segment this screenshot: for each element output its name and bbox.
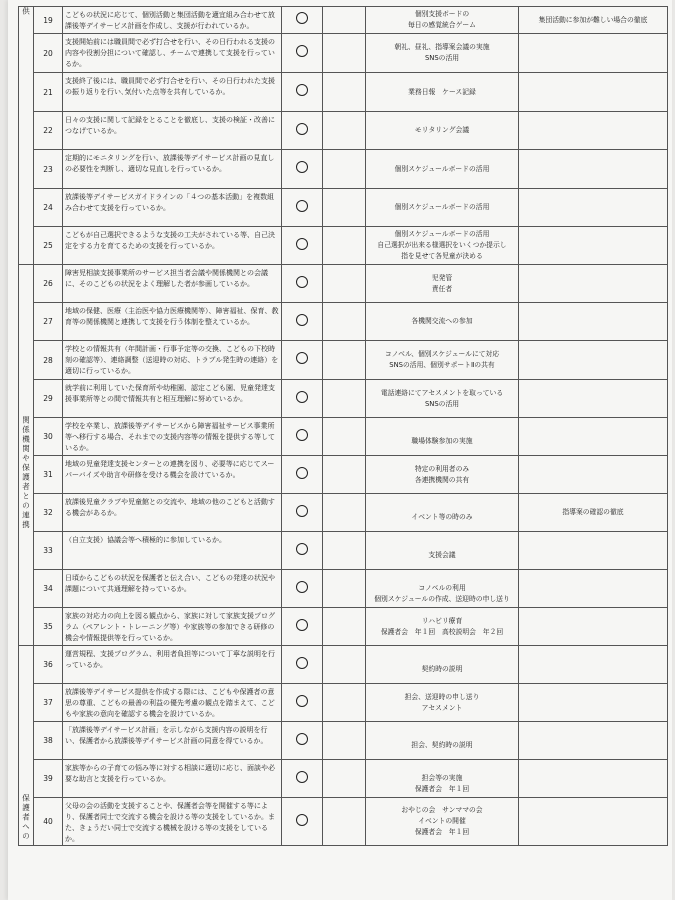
- not-done-cell: [323, 150, 366, 189]
- circle-mark-icon: [296, 45, 308, 57]
- table-row: [19, 608, 668, 646]
- improvement-note: [519, 456, 668, 494]
- effort-note: [366, 34, 519, 73]
- improvement-note: [519, 189, 668, 227]
- effort-note-text: 担会、送迎時の申し送り アセスメント: [404, 692, 480, 712]
- effort-note-text: 担会等の実施 保護者会 年１回: [414, 773, 470, 793]
- done-mark: [282, 760, 323, 798]
- item-description: 父母の会の活動を支援することや、保護者会等を開催する等により、保護者同士で交流する機会を設ける等の支援をしているか。また、きょうだい同士で交流する機械を設ける等の支援をしているか。: [63, 798, 282, 846]
- item-description: 家族等からの子育ての悩み等に対する相談に適切に応じ、面談や必要な助言と支援を行っているか。: [63, 760, 282, 798]
- not-done-cell: [323, 760, 366, 798]
- category-cell: [19, 646, 34, 846]
- effort-note-text: 個別スケジュールボードの活用: [394, 203, 490, 211]
- not-done-cell: [323, 684, 366, 722]
- table-row: [19, 34, 668, 73]
- table-row: [19, 150, 668, 189]
- circle-mark-icon: [296, 695, 308, 707]
- table-row: [19, 684, 668, 722]
- done-mark: [282, 798, 323, 846]
- done-mark: [282, 303, 323, 341]
- item-number: 29: [34, 380, 63, 418]
- circle-mark-icon: [296, 314, 308, 326]
- not-done-cell: [323, 189, 366, 227]
- circle-mark-icon: [296, 84, 308, 96]
- done-mark: [282, 608, 323, 646]
- done-mark: [282, 684, 323, 722]
- improvement-note: [519, 112, 668, 150]
- table-row: [19, 265, 668, 303]
- item-description: 地域の保健、医療（主治医や協力医療機関等）、障害福祉、保育、教育等の関係機関と連携して支援を行う体制を整えているか。: [63, 303, 282, 341]
- item-description: 日頃からこどもの状況を保護者と伝え合い、こどもの発達の状況や課題について共通理解を持っているか。: [63, 570, 282, 608]
- not-done-cell: [323, 722, 366, 760]
- improvement-note: [519, 34, 668, 73]
- circle-mark-icon: [296, 543, 308, 555]
- not-done-cell: [323, 418, 366, 456]
- effort-note: [366, 150, 519, 189]
- item-number: 35: [34, 608, 63, 646]
- table-row: [19, 646, 668, 684]
- done-mark: [282, 227, 323, 265]
- not-done-cell: [323, 646, 366, 684]
- table-row: [19, 189, 668, 227]
- item-description: 日々の支援に関して記録をとることを徹底し、支援の検証・改善につなげているか。: [63, 112, 282, 150]
- item-number: 26: [34, 265, 63, 303]
- effort-note: [366, 380, 519, 418]
- done-mark: [282, 418, 323, 456]
- effort-note-text: 朝礼、昼礼、指導案会議の実施 SNSの活用: [394, 43, 490, 62]
- not-done-cell: [323, 532, 366, 570]
- improvement-note: [519, 341, 668, 380]
- done-mark: [282, 189, 323, 227]
- item-number: 34: [34, 570, 63, 608]
- effort-note-text: 児発管 責任者: [431, 273, 453, 293]
- circle-mark-icon: [296, 123, 308, 135]
- item-number: 30: [34, 418, 63, 456]
- effort-note-text: 特定の利用者のみ 各連携機関の共有: [414, 464, 470, 484]
- item-number: 39: [34, 760, 63, 798]
- item-description: 放課後等デイサービスガイドラインの「４つの基本活動」を複数組み合わせて支援を行っているか。: [63, 189, 282, 227]
- not-done-cell: [323, 570, 366, 608]
- effort-note-text: モリタリング会議: [414, 126, 470, 134]
- done-mark: [282, 646, 323, 684]
- effort-note-text: 電話連絡にてアセスメントを取っている SNSの活用: [380, 388, 504, 408]
- circle-mark-icon: [296, 814, 308, 826]
- improvement-note: [519, 684, 668, 722]
- table-row: [19, 494, 668, 532]
- effort-note-text: おやじの会 サンママの会 イベントの開催 保護者会 年１回: [401, 806, 483, 836]
- item-number: 33: [34, 532, 63, 570]
- effort-note-text: コノベルの利用 個別スケジュールの作成、送迎時の申し送り: [374, 583, 510, 603]
- improvement-note: [519, 494, 668, 532]
- category-label: 関係機関や保護者との連携: [21, 416, 31, 530]
- item-number: 20: [34, 34, 63, 73]
- item-number: 37: [34, 684, 63, 722]
- effort-note: [366, 798, 519, 846]
- item-description: 学校との情報共有（年間計画・行事予定等の交換、こどもの下校時刻の確認等）、連絡調整（送迎時の対応、トラブル発生時の連絡）を適切に行っているか。: [63, 341, 282, 380]
- circle-mark-icon: [296, 771, 308, 783]
- circle-mark-icon: [296, 619, 308, 631]
- item-description: こどもが自己選択できるような支援の工夫がされている等、自己決定をする力を育てるための支援を行っているか。: [63, 227, 282, 265]
- effort-note: [366, 303, 519, 341]
- circle-mark-icon: [296, 161, 308, 173]
- effort-note: [366, 608, 519, 646]
- circle-mark-icon: [296, 467, 308, 479]
- circle-mark-icon: [296, 505, 308, 517]
- table-row: [19, 303, 668, 341]
- effort-note-text: 職場体験参加の実施: [411, 437, 473, 445]
- not-done-cell: [323, 112, 366, 150]
- circle-mark-icon: [296, 238, 308, 250]
- category-label: 保護者への: [21, 793, 31, 841]
- item-number: 19: [34, 7, 63, 34]
- table-row: [19, 760, 668, 798]
- effort-note: [366, 570, 519, 608]
- improvement-note-text: 集団活動に参加が難しい場合の徹底: [538, 15, 648, 24]
- table-row: [19, 7, 668, 34]
- table-row: [19, 227, 668, 265]
- table-row: [19, 532, 668, 570]
- item-number: 28: [34, 341, 63, 380]
- done-mark: [282, 341, 323, 380]
- circle-mark-icon: [296, 733, 308, 745]
- table-row: [19, 380, 668, 418]
- circle-mark-icon: [296, 352, 308, 364]
- effort-note: [366, 532, 519, 570]
- improvement-note-text: 指導案の確認の徹底: [562, 508, 624, 516]
- improvement-note: [519, 532, 668, 570]
- effort-note: [366, 7, 519, 34]
- item-description: （自立支援）協議会等へ積極的に参加しているか。: [63, 532, 282, 570]
- evaluation-table: [18, 6, 668, 846]
- table-row: [19, 73, 668, 112]
- table-row: [19, 570, 668, 608]
- not-done-cell: [323, 380, 366, 418]
- item-description: こどもの状況に応じて、個別活動と集団活動を適宜組み合わせて放課後等デイサービス計画を作成し、支援が行われているか。: [63, 7, 282, 34]
- effort-note-text: 業務日報 ケース記録: [408, 87, 476, 96]
- done-mark: [282, 494, 323, 532]
- improvement-note: [519, 303, 668, 341]
- effort-note: [366, 112, 519, 150]
- effort-note: [366, 418, 519, 456]
- effort-note-text: イベント等の時のみ: [411, 513, 473, 521]
- item-description: 「放課後等デイサービス計画」を示しながら支援内容の説明を行い、保護者から放課後等デイサービス計画の同意を得ているか。: [63, 722, 282, 760]
- effort-note: [366, 494, 519, 532]
- improvement-note: [519, 380, 668, 418]
- circle-mark-icon: [296, 657, 308, 669]
- not-done-cell: [323, 341, 366, 380]
- item-number: 24: [34, 189, 63, 227]
- item-number: 22: [34, 112, 63, 150]
- item-description: 障害児相談支援事業所のサービス担当者会議や関係機関との会議に、そのこどもの状況をよく理解した者が参画しているか。: [63, 265, 282, 303]
- effort-note-text: コノベル、個別スケジュールにて対応 SNSの活用、個別サポートⅡの共有: [384, 350, 500, 369]
- not-done-cell: [323, 798, 366, 846]
- improvement-note: [519, 798, 668, 846]
- improvement-note: [519, 418, 668, 456]
- item-number: 21: [34, 73, 63, 112]
- item-number: 40: [34, 798, 63, 846]
- done-mark: [282, 456, 323, 494]
- done-mark: [282, 380, 323, 418]
- done-mark: [282, 7, 323, 34]
- item-description: 支援終了後には、職員間で必ず打合せを行い、その日行われた支援の振り返りを行い､気付いた点等を共有しているか。: [63, 73, 282, 112]
- table-row: [19, 112, 668, 150]
- item-number: 38: [34, 722, 63, 760]
- item-number: 23: [34, 150, 63, 189]
- not-done-cell: [323, 303, 366, 341]
- item-number: 27: [34, 303, 63, 341]
- item-number: 31: [34, 456, 63, 494]
- circle-mark-icon: [296, 200, 308, 212]
- not-done-cell: [323, 73, 366, 112]
- item-description: 地域の児童発達支援センターとの連携を図り、必要等に応じてスーパーバイズや助言や研修を受ける機会を設けているか。: [63, 456, 282, 494]
- item-number: 36: [34, 646, 63, 684]
- improvement-note: [519, 265, 668, 303]
- done-mark: [282, 532, 323, 570]
- circle-mark-icon: [296, 12, 308, 24]
- improvement-note: [519, 73, 668, 112]
- document-sheet: [8, 0, 672, 900]
- item-number: 32: [34, 494, 63, 532]
- table-row: [19, 798, 668, 846]
- table-row: [19, 341, 668, 380]
- done-mark: [282, 265, 323, 303]
- item-description: 放課後等デイサービス提供を作成する際には、こどもや保護者の意思の尊重、こどもの最善の利益の優先考慮の観点を踏まえて、こどもや家族の意向を確認する機会を設けているか。: [63, 684, 282, 722]
- item-description: 運営規程、支援プログラム、利用者負担等について丁寧な説明を行っているか。: [63, 646, 282, 684]
- effort-note-text: 支援会議: [428, 551, 456, 559]
- effort-note-text: 担会、契約時の説明: [411, 741, 473, 749]
- effort-note-text: 個別スケジュールボードの活用: [394, 164, 490, 173]
- item-description: 就学前に利用していた保育所や幼稚園、認定こども園、児童発達支援事業所等との間で情報共有と相互理解に努めているか。: [63, 380, 282, 418]
- item-description: 家族の対応力の向上を図る観点から、家族に対して家族支援プログラム（ペアレント・トレーニング等）や家族等の参加できる研修の機会や情報提供等を行っているか。: [63, 608, 282, 646]
- effort-note-text: 個別支援ボードの 毎日の感覚統合ゲーム: [408, 10, 476, 29]
- effort-note: [366, 341, 519, 380]
- item-number: 25: [34, 227, 63, 265]
- improvement-note: [519, 760, 668, 798]
- table-row: [19, 418, 668, 456]
- effort-note-text: リハビリ療育 保護者会 年１回 高校説明会 年２回: [380, 616, 504, 636]
- category-cell: [19, 7, 34, 265]
- improvement-note: [519, 722, 668, 760]
- done-mark: [282, 34, 323, 73]
- effort-note: [366, 265, 519, 303]
- effort-note: [366, 456, 519, 494]
- effort-note: [366, 722, 519, 760]
- improvement-note: [519, 227, 668, 265]
- item-description: 支援開始前には職員間で必ず打合せを行い、その日行われる支援の内容や役割分担について確認し、チームで連携して支援を行っているか。: [63, 34, 282, 73]
- done-mark: [282, 150, 323, 189]
- effort-note: [366, 227, 519, 265]
- item-description: 学校を卒業し、放課後等デイサービスから障害福祉サービス事業所等へ移行する場合、それまでの支援内容等の情報を提供する等しているか。: [63, 418, 282, 456]
- table-row: [19, 456, 668, 494]
- item-description: 放課後児童クラブや児童館との交流や、地域の他のこどもと活動する機会があるか。: [63, 494, 282, 532]
- not-done-cell: [323, 456, 366, 494]
- improvement-note: [519, 608, 668, 646]
- done-mark: [282, 722, 323, 760]
- improvement-note: [519, 570, 668, 608]
- circle-mark-icon: [296, 276, 308, 288]
- done-mark: [282, 73, 323, 112]
- circle-mark-icon: [296, 391, 308, 403]
- improvement-note: [519, 150, 668, 189]
- not-done-cell: [323, 265, 366, 303]
- not-done-cell: [323, 227, 366, 265]
- not-done-cell: [323, 608, 366, 646]
- done-mark: [282, 112, 323, 150]
- improvement-note: [519, 7, 668, 34]
- effort-note: [366, 684, 519, 722]
- circle-mark-icon: [296, 581, 308, 593]
- effort-note: [366, 189, 519, 227]
- effort-note: [366, 760, 519, 798]
- category-cell: [19, 265, 34, 646]
- effort-note-text: 契約時の説明: [421, 665, 463, 673]
- table-row: [19, 722, 668, 760]
- not-done-cell: [323, 7, 366, 34]
- done-mark: [282, 570, 323, 608]
- item-description: 定期的にモニタリングを行い、放課後等デイサービス計画の見直しの必要性を判断し、適切な見直しを行っているか。: [63, 150, 282, 189]
- effort-note: [366, 646, 519, 684]
- not-done-cell: [323, 34, 366, 73]
- effort-note-text: 個別スケジュールボードの活用 自己選択が出来る様選択をいくつか提示し 指を見せて各児童が決める: [377, 230, 507, 260]
- not-done-cell: [323, 494, 366, 532]
- effort-note-text: 各機関交流への参加: [411, 317, 473, 325]
- category-label: 供: [21, 7, 31, 17]
- improvement-note: [519, 646, 668, 684]
- circle-mark-icon: [296, 429, 308, 441]
- effort-note: [366, 73, 519, 112]
